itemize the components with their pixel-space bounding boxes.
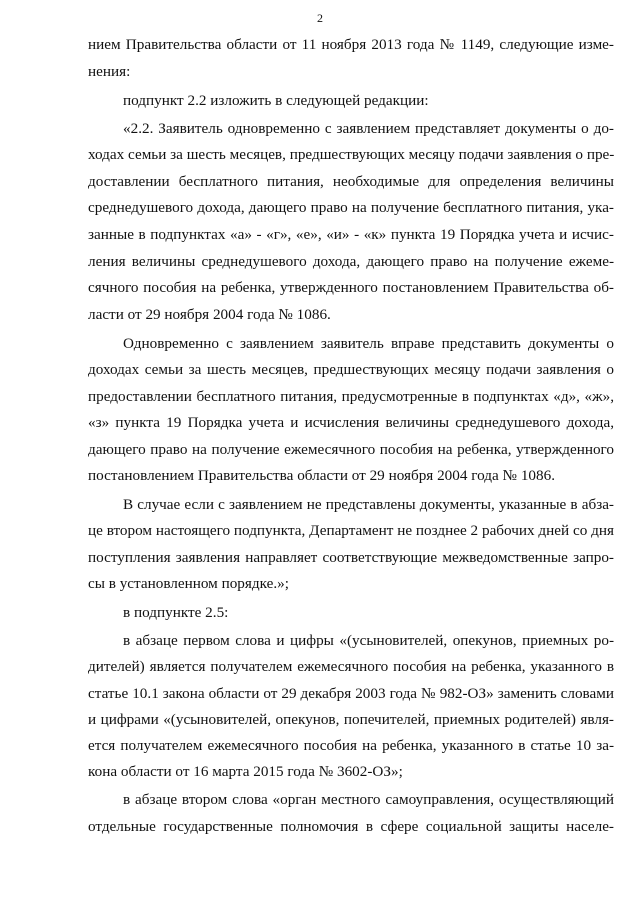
- text-line: дителей) является получателем ежемесячного пособия на ребенка, указанного в: [88, 658, 614, 675]
- text-line: Одновременно с заявлением заявитель вправе представить документы о: [123, 335, 614, 352]
- text-line: среднедушевого дохода, дающего право на получение бесплатного питания, ука-: [88, 199, 614, 216]
- text-line: нием Правительства области от 11 ноября 2013 года № 1149, следующие изме-: [88, 36, 614, 53]
- text-line: ласти от 29 ноября 2004 года № 1086.: [88, 306, 331, 323]
- text-line: статье 10.1 закона области от 29 декабря 2003 года № 982-ОЗ» заменить словами: [88, 685, 614, 702]
- text-line: занные в подпунктах «а» - «г», «е», «и» - «к» пункта 19 Порядка учета и исчис-: [88, 226, 614, 243]
- page-number: 2: [317, 11, 323, 25]
- text-line: в абзаце первом слова и цифры «(усыновителей, опекунов, приемных ро-: [123, 632, 614, 649]
- text-line: предоставлении бесплатного питания, предусмотренные в подпунктах «д», «ж»,: [88, 388, 614, 405]
- text-line: отдельные государственные полномочия в сфере социальной защиты населе-: [88, 818, 614, 835]
- text-line: поступления заявления направляет соответствующие межведомственные запро-: [88, 549, 614, 566]
- text-line: и цифрами «(усыновителей, опекунов, попечителей, приемных родителей) явля-: [88, 711, 614, 728]
- text-line: нения:: [88, 63, 131, 80]
- text-line: в абзаце втором слова «орган местного самоуправления, осуществляющий: [123, 791, 614, 808]
- text-line: доставлении бесплатного питания, необходимые для определения величины: [88, 173, 614, 190]
- text-line: ется получателем ежемесячного пособия на ребенка, указанного в статье 10 за-: [88, 737, 614, 754]
- text-line: ходах семьи за шесть месяцев, предшествующих месяцу подачи заявления о пре-: [88, 146, 615, 163]
- text-line: це втором настоящего подпункта, Департамент не позднее 2 рабочих дней со дня: [88, 522, 614, 539]
- text-line: сы в установленном порядке.»;: [88, 575, 289, 592]
- text-line: подпункт 2.2 изложить в следующей редакции:: [123, 92, 429, 109]
- text-line: в подпункте 2.5:: [123, 604, 229, 621]
- text-line: В случае если с заявлением не представлены документы, указанные в абза-: [123, 496, 614, 513]
- text-line: доходах семьи за шесть месяцев, предшествующих месяцу подачи заявления о: [88, 361, 614, 378]
- text-line: сячного пособия на ребенка, утвержденного постановлением Правительства об-: [88, 279, 614, 296]
- text-line: ления величины среднедушевого дохода, дающего право на получение ежеме-: [88, 253, 614, 270]
- text-line: «2.2. Заявитель одновременно с заявлением представляет документы о до-: [123, 120, 614, 137]
- text-line: дающего право на получение ежемесячного пособия на ребенка, утвержденного: [88, 441, 614, 458]
- text-line: «з» пункта 19 Порядка учета и исчисления величины среднедушевого дохода,: [88, 414, 614, 431]
- text-line: постановлением Правительства области от 29 ноября 2004 года № 1086.: [88, 467, 555, 484]
- text-line: кона области от 16 марта 2015 года № 3602-ОЗ»;: [88, 763, 403, 780]
